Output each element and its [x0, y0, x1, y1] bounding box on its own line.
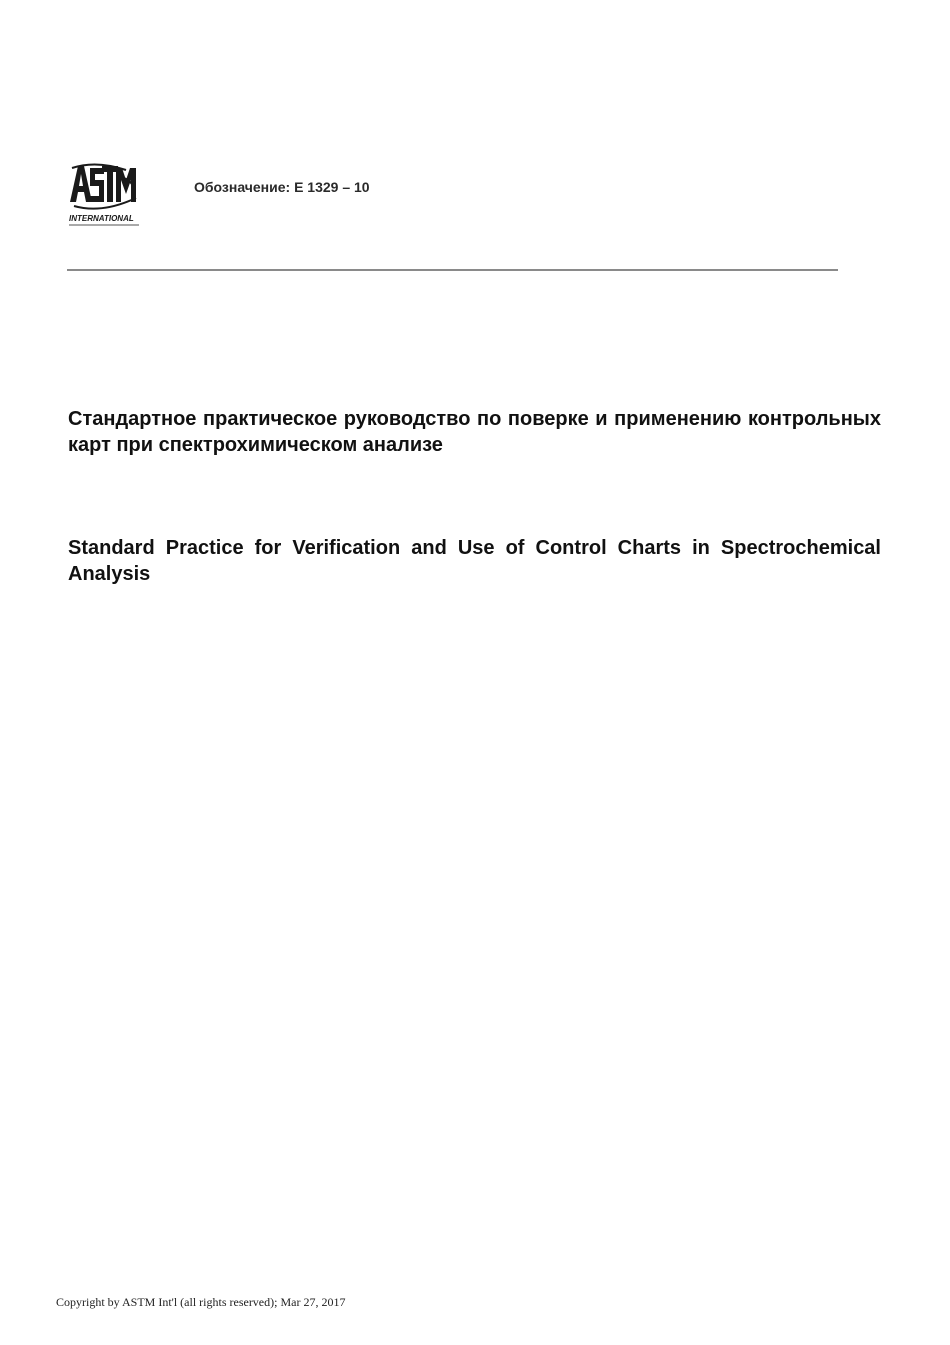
title-english: Standard Practice for Verification and Use of Control Charts in Spectrochemical Analysis — [68, 537, 881, 585]
astm-logo-icon — [66, 158, 142, 228]
copyright-notice: Copyright by ASTM Int'l (all rights reserved); Mar 27, 2017 — [56, 1295, 346, 1309]
title-russian: Стандартное практическое руководство по поверке и применению контрольных карт при спектрохимическом анализе — [68, 408, 881, 456]
astm-logo — [66, 158, 142, 228]
header-divider — [67, 269, 838, 271]
document-designation: Обозначение: E 1329 – 10 — [194, 179, 370, 195]
svg-text:INTERNATIONAL: INTERNATIONAL — [69, 214, 134, 223]
